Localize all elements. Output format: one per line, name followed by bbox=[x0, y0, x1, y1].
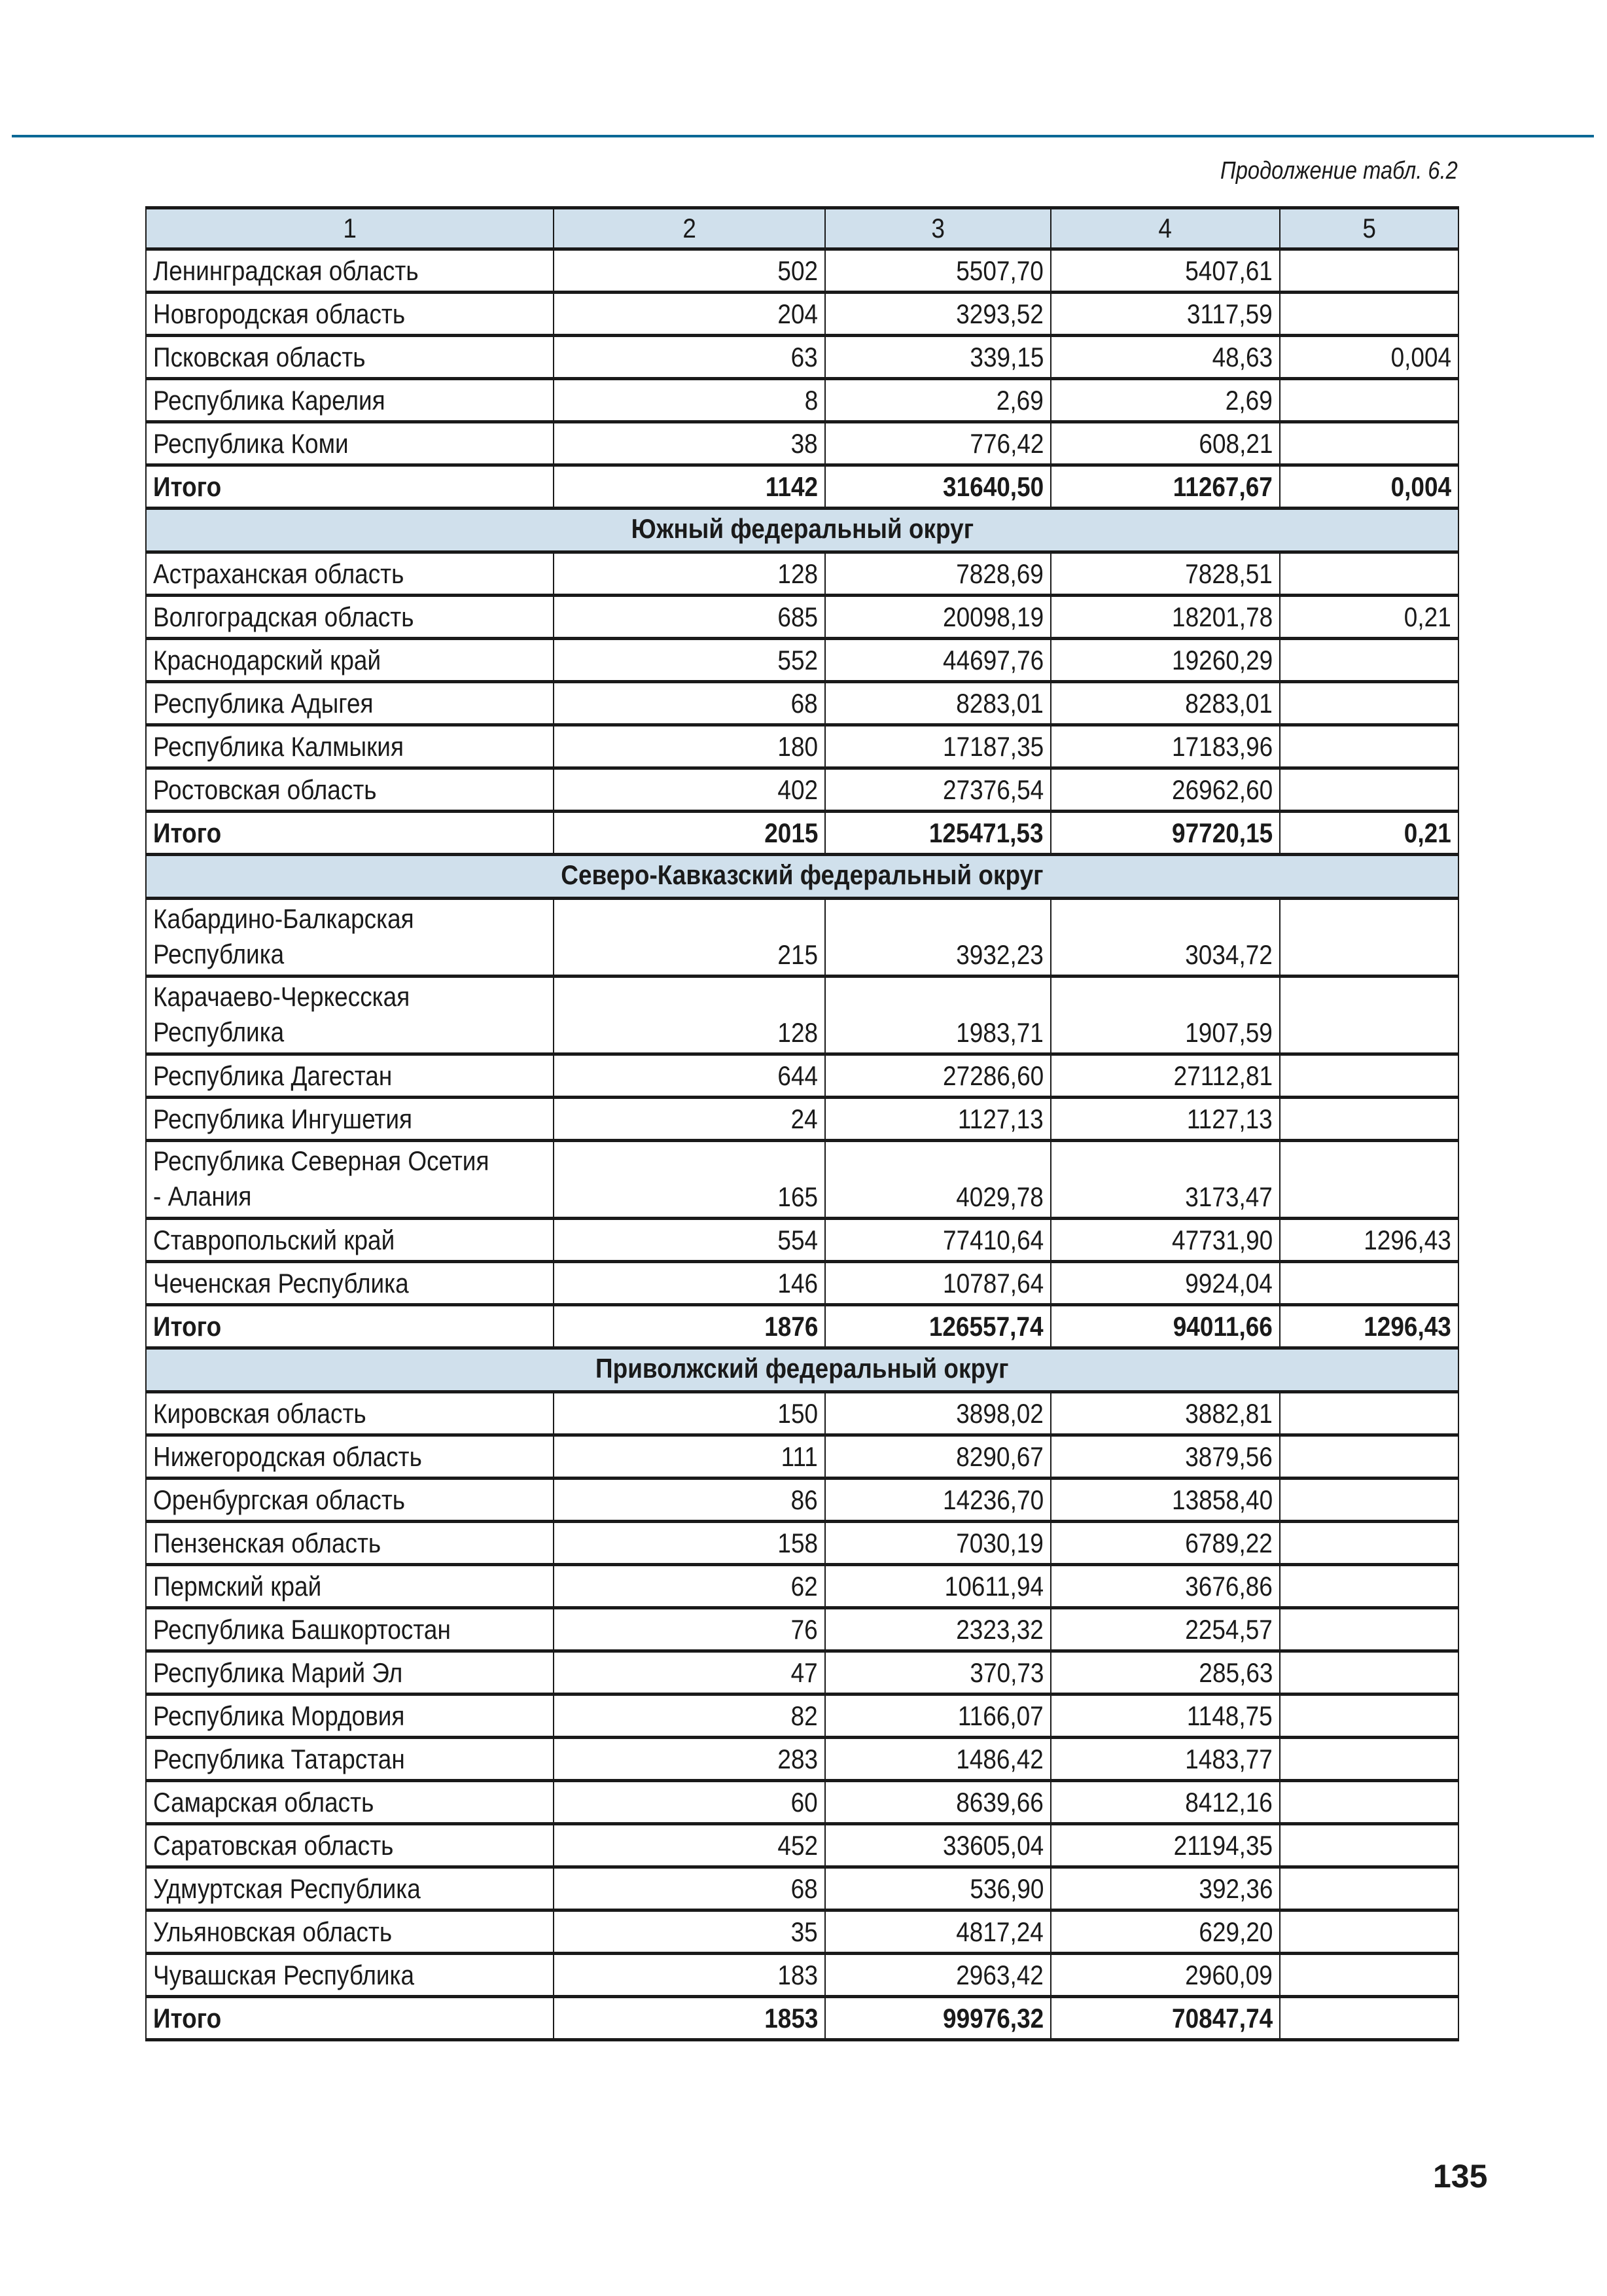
value-col3-cell: 1127,13 bbox=[825, 1098, 1051, 1141]
count-cell: 38 bbox=[554, 422, 825, 465]
value-col4-cell: 17183,96 bbox=[1051, 725, 1280, 768]
total-row bbox=[146, 1305, 1458, 1348]
region-name-cell: Итого bbox=[146, 812, 554, 855]
table-row bbox=[146, 422, 1458, 465]
district-section-header bbox=[146, 855, 1458, 899]
value-col3-cell: 1166,07 bbox=[825, 1695, 1051, 1738]
value-col3-cell: 8290,67 bbox=[825, 1435, 1051, 1479]
value-col5-cell bbox=[1280, 422, 1458, 465]
column-number-header-row bbox=[146, 208, 1458, 249]
value-col5-cell bbox=[1280, 639, 1458, 682]
region-name-cell: Оренбургская область bbox=[146, 1479, 554, 1522]
value-col3-cell: 2,69 bbox=[825, 379, 1051, 422]
table-row bbox=[146, 682, 1458, 725]
total-row bbox=[146, 812, 1458, 855]
value-col3-cell: 7030,19 bbox=[825, 1522, 1051, 1565]
count-cell: 128 bbox=[554, 552, 825, 596]
region-name-cell: Республика Башкортостан bbox=[146, 1608, 554, 1651]
table-row bbox=[146, 768, 1458, 812]
value-col4-cell: 2254,57 bbox=[1051, 1608, 1280, 1651]
value-col4-cell: 5407,61 bbox=[1051, 249, 1280, 293]
table-row bbox=[146, 1738, 1458, 1781]
value-col5-cell bbox=[1280, 249, 1458, 293]
table-row bbox=[146, 1141, 1458, 1219]
value-col5-cell bbox=[1280, 1565, 1458, 1608]
value-col4-cell: 19260,29 bbox=[1051, 639, 1280, 682]
region-name-cell: Новгородская область bbox=[146, 293, 554, 336]
value-col4-cell: 608,21 bbox=[1051, 422, 1280, 465]
region-name-cell: Астраханская область bbox=[146, 552, 554, 596]
table-row bbox=[146, 1219, 1458, 1262]
value-col5-cell bbox=[1280, 899, 1458, 977]
value-col3-cell: 20098,19 bbox=[825, 596, 1051, 639]
region-name-cell: Республика Мордовия bbox=[146, 1695, 554, 1738]
table-row bbox=[146, 1608, 1458, 1651]
value-col5-cell bbox=[1280, 1522, 1458, 1565]
value-col4-cell: 13858,40 bbox=[1051, 1479, 1280, 1522]
value-col4-cell: 3173,47 bbox=[1051, 1141, 1280, 1219]
value-col3-cell: 2963,42 bbox=[825, 1954, 1051, 1997]
count-cell: 1853 bbox=[554, 1997, 825, 2040]
value-col3-cell: 126557,74 bbox=[825, 1305, 1051, 1348]
count-cell: 76 bbox=[554, 1608, 825, 1651]
value-col4-cell: 3676,86 bbox=[1051, 1565, 1280, 1608]
count-cell: 644 bbox=[554, 1054, 825, 1098]
value-col4-cell: 2960,09 bbox=[1051, 1954, 1280, 1997]
region-name-cell: Чеченская Республика bbox=[146, 1262, 554, 1305]
value-col3-cell: 10611,94 bbox=[825, 1565, 1051, 1608]
value-col3-cell: 27286,60 bbox=[825, 1054, 1051, 1098]
value-col4-cell: 9924,04 bbox=[1051, 1262, 1280, 1305]
region-name-cell: Ленинградская область bbox=[146, 249, 554, 293]
total-row bbox=[146, 465, 1458, 509]
value-col4-cell: 21194,35 bbox=[1051, 1824, 1280, 1867]
region-name-cell: Чувашская Республика bbox=[146, 1954, 554, 1997]
value-col3-cell: 4029,78 bbox=[825, 1141, 1051, 1219]
table-row bbox=[146, 1098, 1458, 1141]
value-col4-cell: 7828,51 bbox=[1051, 552, 1280, 596]
table-row bbox=[146, 249, 1458, 293]
value-col4-cell: 94011,66 bbox=[1051, 1305, 1280, 1348]
value-col4-cell: 1148,75 bbox=[1051, 1695, 1280, 1738]
value-col4-cell: 8283,01 bbox=[1051, 682, 1280, 725]
table-row bbox=[146, 1651, 1458, 1695]
value-col5-cell bbox=[1280, 1867, 1458, 1910]
count-cell: 1142 bbox=[554, 465, 825, 509]
count-cell: 35 bbox=[554, 1910, 825, 1954]
count-cell: 68 bbox=[554, 1867, 825, 1910]
value-col5-cell bbox=[1280, 1824, 1458, 1867]
value-col5-cell bbox=[1280, 1781, 1458, 1824]
table-row bbox=[146, 596, 1458, 639]
region-name-cell: Республика Калмыкия bbox=[146, 725, 554, 768]
table-row bbox=[146, 1824, 1458, 1867]
table-row bbox=[146, 1435, 1458, 1479]
table-row bbox=[146, 1867, 1458, 1910]
table-row bbox=[146, 899, 1458, 977]
region-name-cell: Республика Марий Эл bbox=[146, 1651, 554, 1695]
value-col3-cell: 370,73 bbox=[825, 1651, 1051, 1695]
value-col5-cell bbox=[1280, 1141, 1458, 1219]
value-col4-cell: 6789,22 bbox=[1051, 1522, 1280, 1565]
column-header: 2 bbox=[554, 208, 825, 249]
value-col5-cell bbox=[1280, 1651, 1458, 1695]
district-section-header bbox=[146, 1348, 1458, 1392]
count-cell: 128 bbox=[554, 977, 825, 1054]
region-name-cell: Республика Северная Осетия - Алания bbox=[146, 1141, 554, 1219]
value-col3-cell: 10787,64 bbox=[825, 1262, 1051, 1305]
value-col3-cell: 1486,42 bbox=[825, 1738, 1051, 1781]
value-col3-cell: 125471,53 bbox=[825, 812, 1051, 855]
table-row bbox=[146, 1522, 1458, 1565]
value-col3-cell: 536,90 bbox=[825, 1867, 1051, 1910]
region-name-cell: Ульяновская область bbox=[146, 1910, 554, 1954]
value-col5-cell bbox=[1280, 1262, 1458, 1305]
value-col4-cell: 47731,90 bbox=[1051, 1219, 1280, 1262]
page-number: 135 bbox=[1433, 2158, 1488, 2195]
region-name-cell: Карачаево-Черкесская Республика bbox=[146, 977, 554, 1054]
value-col5-cell bbox=[1280, 725, 1458, 768]
value-col5-cell bbox=[1280, 1479, 1458, 1522]
count-cell: 1876 bbox=[554, 1305, 825, 1348]
value-col5-cell bbox=[1280, 1608, 1458, 1651]
count-cell: 2015 bbox=[554, 812, 825, 855]
value-col3-cell: 33605,04 bbox=[825, 1824, 1051, 1867]
table-row bbox=[146, 977, 1458, 1054]
table-row bbox=[146, 1910, 1458, 1954]
region-name-cell: Самарская область bbox=[146, 1781, 554, 1824]
value-col3-cell: 99976,32 bbox=[825, 1997, 1051, 2040]
table-row bbox=[146, 293, 1458, 336]
column-header: 3 bbox=[825, 208, 1051, 249]
value-col5-cell bbox=[1280, 768, 1458, 812]
region-name-cell: Итого bbox=[146, 1997, 554, 2040]
value-col3-cell: 339,15 bbox=[825, 336, 1051, 379]
value-col3-cell: 8639,66 bbox=[825, 1781, 1051, 1824]
value-col3-cell: 2323,32 bbox=[825, 1608, 1051, 1651]
value-col4-cell: 70847,74 bbox=[1051, 1997, 1280, 2040]
count-cell: 502 bbox=[554, 249, 825, 293]
value-col3-cell: 17187,35 bbox=[825, 725, 1051, 768]
value-col5-cell: 0,21 bbox=[1280, 596, 1458, 639]
count-cell: 68 bbox=[554, 682, 825, 725]
region-name-cell: Республика Карелия bbox=[146, 379, 554, 422]
value-col5-cell: 0,004 bbox=[1280, 465, 1458, 509]
value-col5-cell bbox=[1280, 293, 1458, 336]
value-col3-cell: 31640,50 bbox=[825, 465, 1051, 509]
region-name-cell: Республика Дагестан bbox=[146, 1054, 554, 1098]
value-col3-cell: 4817,24 bbox=[825, 1910, 1051, 1954]
value-col3-cell: 8283,01 bbox=[825, 682, 1051, 725]
count-cell: 82 bbox=[554, 1695, 825, 1738]
value-col5-cell: 1296,43 bbox=[1280, 1219, 1458, 1262]
count-cell: 452 bbox=[554, 1824, 825, 1867]
region-name-cell: Нижегородская область bbox=[146, 1435, 554, 1479]
region-name-cell: Республика Ингушетия bbox=[146, 1098, 554, 1141]
value-col3-cell: 5507,70 bbox=[825, 249, 1051, 293]
district-title: Северо-Кавказский федеральный округ bbox=[146, 855, 1458, 899]
table-row bbox=[146, 1781, 1458, 1824]
total-row bbox=[146, 1997, 1458, 2040]
table-row bbox=[146, 639, 1458, 682]
value-col5-cell: 0,004 bbox=[1280, 336, 1458, 379]
region-name-cell: Краснодарский край bbox=[146, 639, 554, 682]
count-cell: 554 bbox=[554, 1219, 825, 1262]
value-col4-cell: 3882,81 bbox=[1051, 1392, 1280, 1435]
value-col4-cell: 1483,77 bbox=[1051, 1738, 1280, 1781]
value-col4-cell: 3117,59 bbox=[1051, 293, 1280, 336]
region-name-cell: Итого bbox=[146, 1305, 554, 1348]
value-col3-cell: 7828,69 bbox=[825, 552, 1051, 596]
region-name-cell: Волгоградская область bbox=[146, 596, 554, 639]
value-col4-cell: 3879,56 bbox=[1051, 1435, 1280, 1479]
region-name-cell: Республика Коми bbox=[146, 422, 554, 465]
table-body bbox=[146, 208, 1458, 2040]
value-col4-cell: 26962,60 bbox=[1051, 768, 1280, 812]
value-col5-cell bbox=[1280, 977, 1458, 1054]
region-name-cell: Ростовская область bbox=[146, 768, 554, 812]
value-col5-cell: 1296,43 bbox=[1280, 1305, 1458, 1348]
table-row bbox=[146, 336, 1458, 379]
value-col3-cell: 14236,70 bbox=[825, 1479, 1051, 1522]
district-title: Южный федеральный округ bbox=[146, 509, 1458, 552]
count-cell: 158 bbox=[554, 1522, 825, 1565]
table-row bbox=[146, 1954, 1458, 1997]
count-cell: 63 bbox=[554, 336, 825, 379]
table-continuation-caption: Продолжение табл. 6.2 bbox=[1220, 157, 1458, 185]
district-section-header bbox=[146, 509, 1458, 552]
value-col4-cell: 27112,81 bbox=[1051, 1054, 1280, 1098]
district-title: Приволжский федеральный округ bbox=[146, 1348, 1458, 1392]
value-col5-cell bbox=[1280, 1997, 1458, 2040]
value-col5-cell bbox=[1280, 1695, 1458, 1738]
count-cell: 283 bbox=[554, 1738, 825, 1781]
count-cell: 183 bbox=[554, 1954, 825, 1997]
value-col3-cell: 3293,52 bbox=[825, 293, 1051, 336]
count-cell: 165 bbox=[554, 1141, 825, 1219]
value-col3-cell: 3932,23 bbox=[825, 899, 1051, 977]
count-cell: 62 bbox=[554, 1565, 825, 1608]
value-col5-cell bbox=[1280, 682, 1458, 725]
header-rule bbox=[12, 135, 1594, 137]
table-row bbox=[146, 1695, 1458, 1738]
data-table bbox=[145, 206, 1459, 2041]
count-cell: 552 bbox=[554, 639, 825, 682]
count-cell: 8 bbox=[554, 379, 825, 422]
value-col4-cell: 1907,59 bbox=[1051, 977, 1280, 1054]
count-cell: 60 bbox=[554, 1781, 825, 1824]
count-cell: 204 bbox=[554, 293, 825, 336]
value-col4-cell: 2,69 bbox=[1051, 379, 1280, 422]
value-col4-cell: 18201,78 bbox=[1051, 596, 1280, 639]
value-col4-cell: 3034,72 bbox=[1051, 899, 1280, 977]
column-header: 5 bbox=[1280, 208, 1458, 249]
table-row bbox=[146, 379, 1458, 422]
region-name-cell: Кабардино-Балкарская Республика bbox=[146, 899, 554, 977]
value-col3-cell: 1983,71 bbox=[825, 977, 1051, 1054]
value-col4-cell: 1127,13 bbox=[1051, 1098, 1280, 1141]
region-name-cell: Пермский край bbox=[146, 1565, 554, 1608]
value-col5-cell bbox=[1280, 1435, 1458, 1479]
count-cell: 150 bbox=[554, 1392, 825, 1435]
table-row bbox=[146, 1392, 1458, 1435]
value-col5-cell bbox=[1280, 379, 1458, 422]
region-name-cell: Итого bbox=[146, 465, 554, 509]
value-col5-cell: 0,21 bbox=[1280, 812, 1458, 855]
value-col4-cell: 48,63 bbox=[1051, 336, 1280, 379]
table-row bbox=[146, 552, 1458, 596]
value-col4-cell: 11267,67 bbox=[1051, 465, 1280, 509]
count-cell: 180 bbox=[554, 725, 825, 768]
region-name-cell: Ставропольский край bbox=[146, 1219, 554, 1262]
table-row bbox=[146, 1054, 1458, 1098]
column-header: 1 bbox=[146, 208, 554, 249]
value-col5-cell bbox=[1280, 1098, 1458, 1141]
value-col3-cell: 44697,76 bbox=[825, 639, 1051, 682]
table-row bbox=[146, 1565, 1458, 1608]
value-col5-cell bbox=[1280, 1954, 1458, 1997]
count-cell: 111 bbox=[554, 1435, 825, 1479]
value-col5-cell bbox=[1280, 1738, 1458, 1781]
value-col4-cell: 285,63 bbox=[1051, 1651, 1280, 1695]
value-col4-cell: 392,36 bbox=[1051, 1867, 1280, 1910]
count-cell: 402 bbox=[554, 768, 825, 812]
column-header: 4 bbox=[1051, 208, 1280, 249]
value-col5-cell bbox=[1280, 1392, 1458, 1435]
value-col3-cell: 77410,64 bbox=[825, 1219, 1051, 1262]
table-row bbox=[146, 1262, 1458, 1305]
value-col5-cell bbox=[1280, 1910, 1458, 1954]
value-col3-cell: 3898,02 bbox=[825, 1392, 1051, 1435]
region-name-cell: Саратовская область bbox=[146, 1824, 554, 1867]
value-col3-cell: 27376,54 bbox=[825, 768, 1051, 812]
count-cell: 47 bbox=[554, 1651, 825, 1695]
value-col4-cell: 629,20 bbox=[1051, 1910, 1280, 1954]
count-cell: 146 bbox=[554, 1262, 825, 1305]
region-name-cell: Удмуртская Республика bbox=[146, 1867, 554, 1910]
region-name-cell: Республика Адыгея bbox=[146, 682, 554, 725]
count-cell: 685 bbox=[554, 596, 825, 639]
value-col4-cell: 97720,15 bbox=[1051, 812, 1280, 855]
count-cell: 24 bbox=[554, 1098, 825, 1141]
region-name-cell: Псковская область bbox=[146, 336, 554, 379]
count-cell: 86 bbox=[554, 1479, 825, 1522]
value-col5-cell bbox=[1280, 552, 1458, 596]
table-row bbox=[146, 1479, 1458, 1522]
region-name-cell: Кировская область bbox=[146, 1392, 554, 1435]
table-row bbox=[146, 725, 1458, 768]
count-cell: 215 bbox=[554, 899, 825, 977]
value-col3-cell: 776,42 bbox=[825, 422, 1051, 465]
region-name-cell: Пензенская область bbox=[146, 1522, 554, 1565]
value-col5-cell bbox=[1280, 1054, 1458, 1098]
value-col4-cell: 8412,16 bbox=[1051, 1781, 1280, 1824]
region-name-cell: Республика Татарстан bbox=[146, 1738, 554, 1781]
